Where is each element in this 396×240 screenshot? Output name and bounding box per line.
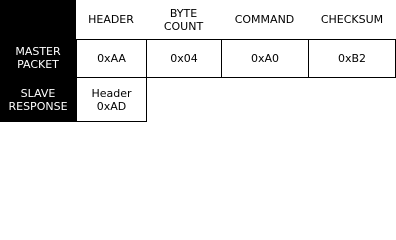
table-cell: Header 0xAD	[76, 77, 147, 122]
column-header-checksum: CHECKSUM	[308, 0, 396, 39]
corner-cell	[0, 0, 76, 39]
table-cell: 0xB2	[308, 39, 396, 78]
column-header-command: COMMAND	[221, 0, 308, 39]
column-header-byte-count: BYTE COUNT	[146, 0, 221, 39]
table-cell: 0x04	[146, 39, 222, 78]
row-label-slave-response: SLAVE RESPONSE	[0, 77, 76, 122]
column-header-header: HEADER	[76, 0, 146, 39]
table-cell: 0xA0	[221, 39, 309, 78]
row-label-master-packet: MASTER PACKET	[0, 39, 76, 78]
table-cell: 0xAA	[76, 39, 147, 78]
